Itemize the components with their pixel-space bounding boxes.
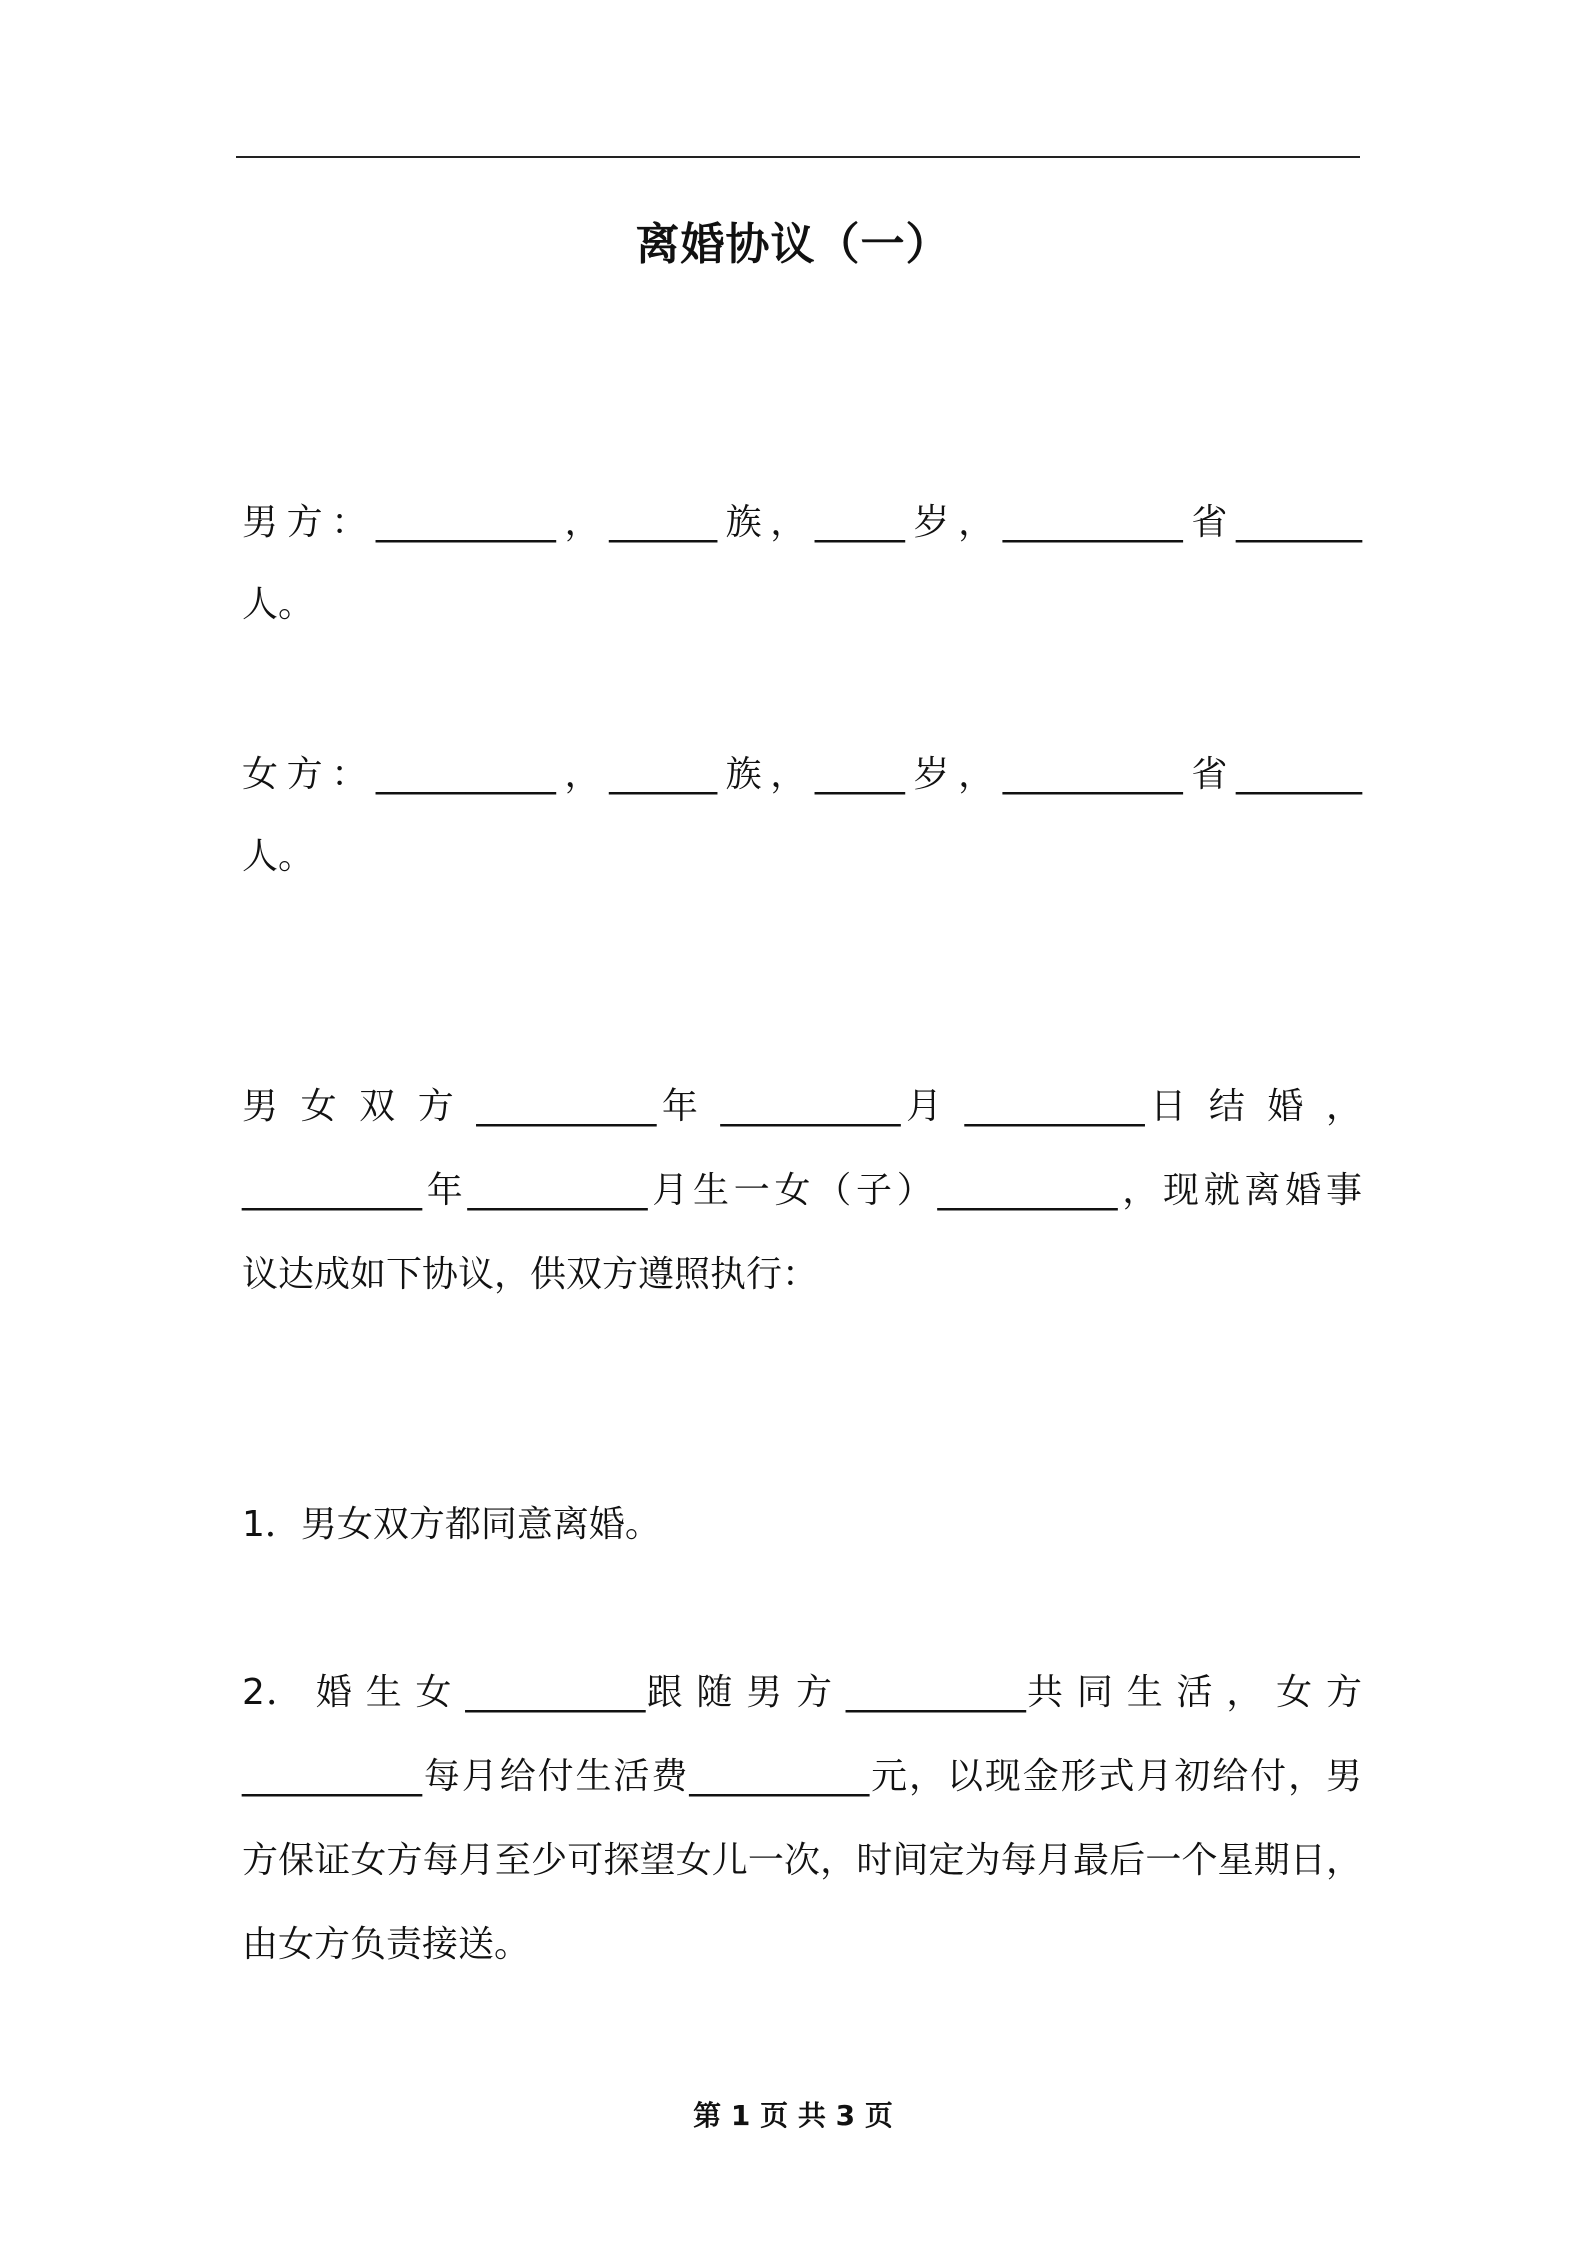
female-party-line-end: 人。	[242, 836, 315, 877]
page-footer: 第 1 页 共 3 页	[693, 2099, 893, 2132]
male-party-line: 男方：__________，______族，_____岁，__________省_______	[242, 502, 1362, 543]
female-party-line: 女方：__________，______族，_____岁，__________省_______	[242, 754, 1362, 795]
marriage-paragraph-line-2: __________年__________月生一女（子）__________，现就离婚事	[242, 1170, 1362, 1211]
clause-2-line-4: 由女方负责接送。	[242, 1924, 531, 1965]
clause-2-line-1: 2． 婚 生 女 __________跟 随 男 方 __________共 同 生 活 ， 女 方	[242, 1672, 1362, 1713]
male-party-line-end: 人。	[242, 584, 315, 625]
clause-2-line-2: __________每月给付生活费__________元，以现金形式月初给付，男	[242, 1756, 1362, 1797]
marriage-paragraph-line-3: 议达成如下协议，供双方遵照执行：	[242, 1254, 819, 1295]
marriage-paragraph-line-1: 男 女 双 方 __________年 __________月 __________日 结 婚 ，	[242, 1086, 1362, 1127]
clause-2-line-3: 方保证女方每月至少可探望女儿一次，时间定为每月最后一个星期日，	[242, 1840, 1362, 1881]
clause-1: 1．男女双方都同意离婚。	[242, 1504, 661, 1545]
header-rule	[236, 156, 1360, 158]
document-title: 离婚协议（一）	[635, 219, 951, 270]
